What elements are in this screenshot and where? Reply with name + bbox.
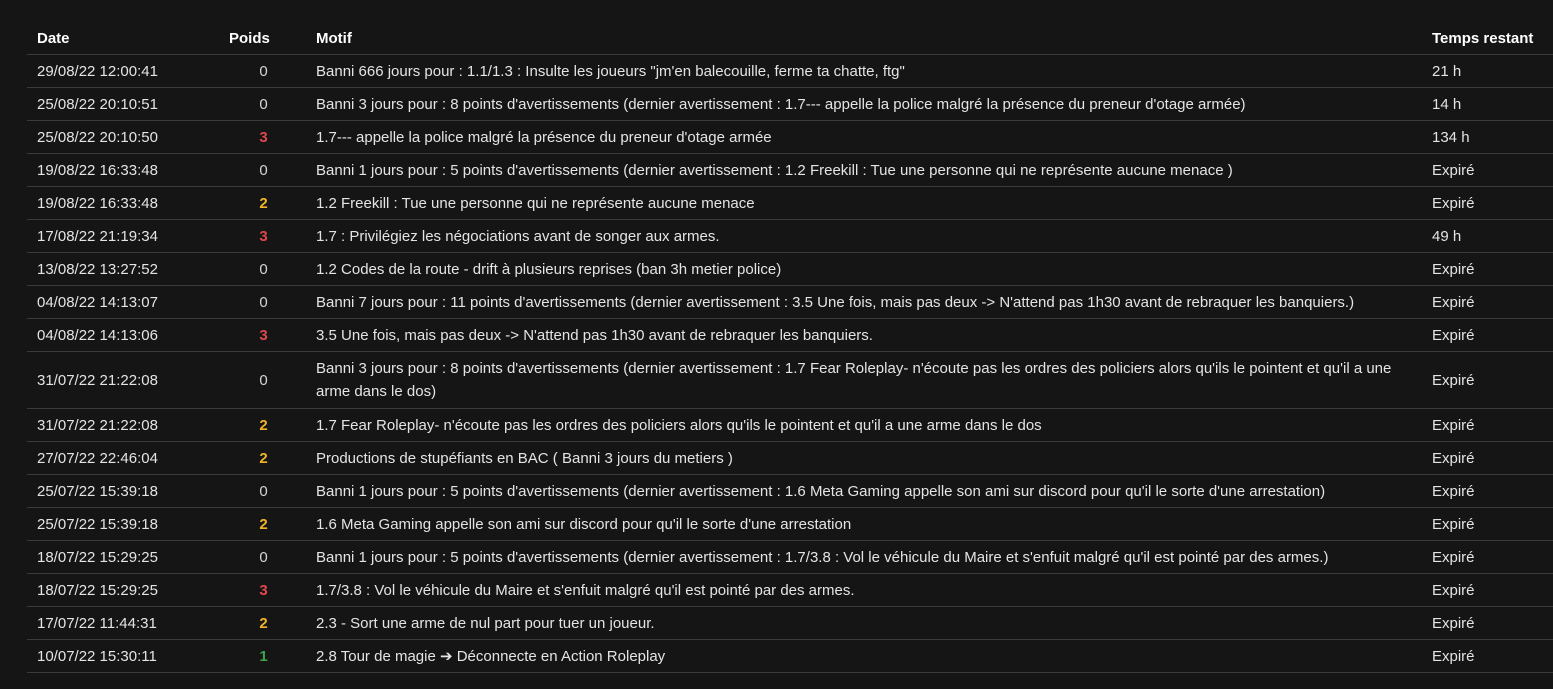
cell-reason: Banni 3 jours pour : 8 points d'avertissements (dernier avertissement : 1.7--- appelle la police malgré la présence du preneur d'otage armée) xyxy=(306,88,1424,121)
header-weight: Poids xyxy=(213,22,306,55)
cell-time-left: Expiré xyxy=(1424,607,1553,640)
cell-time-left: Expiré xyxy=(1424,640,1553,673)
cell-weight: 0 xyxy=(213,475,306,508)
cell-reason: Banni 666 jours pour : 1.1/1.3 : Insulte les joueurs "jm'en balecouille, ferme ta chatte, ftg" xyxy=(306,55,1424,88)
cell-reason: 2.3 - Sort une arme de nul part pour tuer un joueur. xyxy=(306,607,1424,640)
cell-date: 18/07/22 15:29:25 xyxy=(27,541,213,574)
cell-date: 17/07/22 11:44:31 xyxy=(27,607,213,640)
table-row xyxy=(27,442,1553,475)
sanctions-table xyxy=(27,22,1553,673)
cell-time-left: Expiré xyxy=(1424,574,1553,607)
cell-reason: Productions de stupéfiants en BAC ( Banni 3 jours du metiers ) xyxy=(306,442,1424,475)
table-row xyxy=(27,88,1553,121)
table-row xyxy=(27,508,1553,541)
cell-weight: 0 xyxy=(213,541,306,574)
cell-reason: 1.7--- appelle la police malgré la présence du preneur d'otage armée xyxy=(306,121,1424,154)
cell-time-left: 14 h xyxy=(1424,88,1553,121)
table-row xyxy=(27,475,1553,508)
table-row xyxy=(27,541,1553,574)
cell-time-left: Expiré xyxy=(1424,541,1553,574)
cell-date: 19/08/22 16:33:48 xyxy=(27,154,213,187)
cell-time-left: Expiré xyxy=(1424,253,1553,286)
cell-time-left: Expiré xyxy=(1424,286,1553,319)
cell-date: 04/08/22 14:13:07 xyxy=(27,286,213,319)
table-row xyxy=(27,574,1553,607)
cell-time-left: Expiré xyxy=(1424,508,1553,541)
table-row xyxy=(27,253,1553,286)
cell-date: 25/07/22 15:39:18 xyxy=(27,475,213,508)
cell-time-left: 21 h xyxy=(1424,55,1553,88)
table-row xyxy=(27,286,1553,319)
table-header xyxy=(27,22,1553,55)
header-date: Date xyxy=(27,22,213,55)
cell-weight: 2 xyxy=(213,508,306,541)
cell-weight: 3 xyxy=(213,574,306,607)
cell-date: 31/07/22 21:22:08 xyxy=(27,352,213,409)
cell-time-left: Expiré xyxy=(1424,319,1553,352)
table-row xyxy=(27,121,1553,154)
cell-date: 27/07/22 22:46:04 xyxy=(27,442,213,475)
header-time-left: Temps restant xyxy=(1424,22,1553,55)
cell-date: 18/07/22 15:29:25 xyxy=(27,574,213,607)
cell-reason: 1.7 : Privilégiez les négociations avant de songer aux armes. xyxy=(306,220,1424,253)
table-row xyxy=(27,352,1553,409)
table-body xyxy=(27,55,1553,673)
table-row xyxy=(27,409,1553,442)
cell-time-left: Expiré xyxy=(1424,352,1553,409)
cell-time-left: 134 h xyxy=(1424,121,1553,154)
cell-time-left: Expiré xyxy=(1424,475,1553,508)
cell-date: 25/08/22 20:10:51 xyxy=(27,88,213,121)
cell-weight: 0 xyxy=(213,253,306,286)
cell-weight: 2 xyxy=(213,607,306,640)
cell-reason: 3.5 Une fois, mais pas deux -> N'attend pas 1h30 avant de rebraquer les banquiers. xyxy=(306,319,1424,352)
cell-reason: Banni 1 jours pour : 5 points d'avertissements (dernier avertissement : 1.6 Meta Gaming appelle son ami sur discord pour qu'il le sorte d'une arrestation) xyxy=(306,475,1424,508)
cell-reason: 1.7 Fear Roleplay- n'écoute pas les ordres des policiers alors qu'ils le pointent et qu'il a une arme dans le dos xyxy=(306,409,1424,442)
table-row xyxy=(27,607,1553,640)
cell-weight: 1 xyxy=(213,640,306,673)
cell-weight: 3 xyxy=(213,121,306,154)
table-row xyxy=(27,55,1553,88)
cell-reason: 1.2 Codes de la route - drift à plusieurs reprises (ban 3h metier police) xyxy=(306,253,1424,286)
cell-date: 10/07/22 15:30:11 xyxy=(27,640,213,673)
cell-reason: Banni 1 jours pour : 5 points d'avertissements (dernier avertissement : 1.2 Freekill : Tue une personne qui ne représente aucune menace ) xyxy=(306,154,1424,187)
cell-weight: 2 xyxy=(213,187,306,220)
cell-reason: Banni 7 jours pour : 11 points d'avertissements (dernier avertissement : 3.5 Une fois, mais pas deux -> N'attend pas 1h30 avant de rebraquer les banquiers.) xyxy=(306,286,1424,319)
table-row xyxy=(27,154,1553,187)
cell-weight: 0 xyxy=(213,154,306,187)
cell-date: 25/08/22 20:10:50 xyxy=(27,121,213,154)
header-row xyxy=(27,22,1553,55)
table-row xyxy=(27,640,1553,673)
cell-reason: 1.6 Meta Gaming appelle son ami sur discord pour qu'il le sorte d'une arrestation xyxy=(306,508,1424,541)
cell-weight: 3 xyxy=(213,220,306,253)
cell-time-left: Expiré xyxy=(1424,154,1553,187)
table-row xyxy=(27,187,1553,220)
cell-date: 29/08/22 12:00:41 xyxy=(27,55,213,88)
cell-time-left: Expiré xyxy=(1424,409,1553,442)
cell-reason: 1.2 Freekill : Tue une personne qui ne représente aucune menace xyxy=(306,187,1424,220)
table-row xyxy=(27,319,1553,352)
cell-weight: 0 xyxy=(213,352,306,409)
cell-date: 04/08/22 14:13:06 xyxy=(27,319,213,352)
cell-weight: 2 xyxy=(213,409,306,442)
cell-weight: 0 xyxy=(213,55,306,88)
cell-date: 17/08/22 21:19:34 xyxy=(27,220,213,253)
cell-reason: 1.7/3.8 : Vol le véhicule du Maire et s'enfuit malgré qu'il est pointé par des armes. xyxy=(306,574,1424,607)
cell-time-left: Expiré xyxy=(1424,187,1553,220)
cell-reason: Banni 3 jours pour : 8 points d'avertissements (dernier avertissement : 1.7 Fear Roleplay- n'écoute pas les ordres des policiers alors qu'ils le pointent et qu'il a une arme dans le dos) xyxy=(306,352,1424,409)
cell-time-left: 49 h xyxy=(1424,220,1553,253)
cell-weight: 3 xyxy=(213,319,306,352)
table-row xyxy=(27,220,1553,253)
cell-weight: 0 xyxy=(213,286,306,319)
cell-reason: Banni 1 jours pour : 5 points d'avertissements (dernier avertissement : 1.7/3.8 : Vol le véhicule du Maire et s'enfuit malgré qu'il est pointé par des armes.) xyxy=(306,541,1424,574)
cell-date: 19/08/22 16:33:48 xyxy=(27,187,213,220)
cell-time-left: Expiré xyxy=(1424,442,1553,475)
cell-date: 13/08/22 13:27:52 xyxy=(27,253,213,286)
cell-date: 31/07/22 21:22:08 xyxy=(27,409,213,442)
sanctions-table-container xyxy=(27,22,1553,673)
cell-weight: 0 xyxy=(213,88,306,121)
cell-weight: 2 xyxy=(213,442,306,475)
cell-date: 25/07/22 15:39:18 xyxy=(27,508,213,541)
cell-reason: 2.8 Tour de magie ➔ Déconnecte en Action Roleplay xyxy=(306,640,1424,673)
header-reason: Motif xyxy=(306,22,1424,55)
